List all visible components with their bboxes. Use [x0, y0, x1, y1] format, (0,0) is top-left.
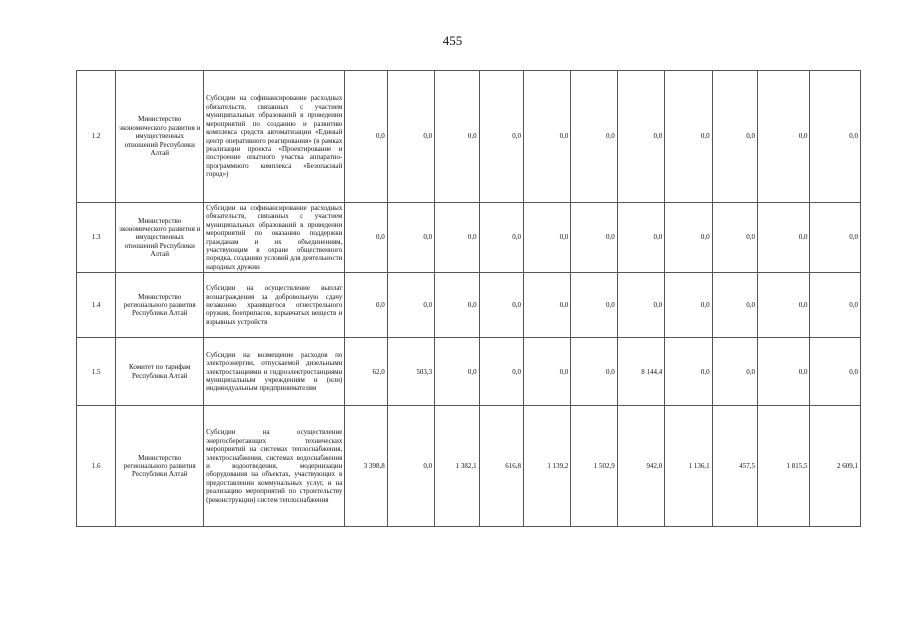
row-number: 1.2	[77, 71, 116, 203]
funding-value: 0,0	[712, 203, 757, 273]
responsible-organization: Министерство экономического развития и имущественных отношений Республики Алтай	[116, 71, 204, 203]
responsible-organization: Комитет по тарифам Республики Алтай	[116, 338, 204, 406]
funding-value: 0,0	[479, 273, 523, 338]
measure-description: Субсидии на осуществление выплат вознаграждения за добровольную сдачу незаконно хранящегося огнестрельного оружия, боеприпасов, взрывчатых веществ и взрывных устройств	[204, 273, 345, 338]
funding-value: 0,0	[571, 338, 617, 406]
funding-value: 8 144,4	[617, 338, 664, 406]
table-row	[77, 273, 861, 338]
funding-value: 0,0	[617, 71, 664, 203]
row-number: 1.6	[77, 406, 116, 527]
row-number: 1.5	[77, 338, 116, 406]
funding-value: 0,0	[758, 71, 810, 203]
funding-value: 0,0	[665, 203, 712, 273]
measure-description: Субсидии на софинансирование расходных обязательств, связанных с участием муниципальных образований в проведении мероприятий по созданию и развитию комплекса средств автоматизации «Единый центр оперативного реагирования» (в рамках реализации проекта «Проектирование и построение опытного участка аппаратно-программного комплекса «Безопасный город»)	[204, 71, 345, 203]
responsible-organization: Министерство регионального развития Республики Алтай	[116, 406, 204, 527]
funding-value: 0,0	[523, 71, 570, 203]
funding-value: 0,0	[712, 71, 757, 203]
measure-description: Субсидии на возмещение расходов по электроэнергии, отпускаемой дизельными электростанциями и гидроэлектростанциями муниципальным учреждениям и (или) индивидуальным предпринимателям	[204, 338, 345, 406]
funding-value: 503,3	[387, 338, 434, 406]
funding-value: 0,0	[523, 203, 570, 273]
table-row	[77, 203, 861, 273]
funding-value: 62,0	[345, 338, 387, 406]
responsible-organization: Министерство экономического развития и имущественных отношений Республики Алтай	[116, 203, 204, 273]
row-number: 1.3	[77, 203, 116, 273]
table-row	[77, 406, 861, 527]
funding-value: 0,0	[665, 338, 712, 406]
table-row	[77, 71, 861, 203]
funding-value: 0,0	[810, 203, 861, 273]
funding-value: 0,0	[665, 71, 712, 203]
funding-value: 0,0	[712, 338, 757, 406]
funding-value: 0,0	[345, 273, 387, 338]
funding-value: 0,0	[345, 203, 387, 273]
funding-value: 0,0	[479, 203, 523, 273]
funding-value: 0,0	[810, 338, 861, 406]
funding-value: 0,0	[810, 71, 861, 203]
funding-value: 1 815,5	[758, 406, 810, 527]
funding-value: 0,0	[758, 338, 810, 406]
funding-value: 0,0	[387, 273, 434, 338]
funding-value: 616,8	[479, 406, 523, 527]
funding-value: 0,0	[523, 273, 570, 338]
funding-value: 0,0	[435, 273, 479, 338]
funding-value: 3 398,8	[345, 406, 387, 527]
funding-value: 0,0	[387, 203, 434, 273]
funding-value: 0,0	[345, 71, 387, 203]
row-number: 1.4	[77, 273, 116, 338]
funding-value: 0,0	[665, 273, 712, 338]
funding-value: 0,0	[435, 338, 479, 406]
funding-value: 0,0	[758, 203, 810, 273]
funding-value: 0,0	[479, 338, 523, 406]
measure-description: Субсидии на осуществление энергосберегающих технических мероприятий на системах теплоснабжения, электроснабжения, системах водоснабжения и водоотведения, модернизации оборудования на объектах, участвующих в предоставлении коммунальных услуг, и на реализацию мероприятий по строительству (реконструкции) систем теплоснабжения	[204, 406, 345, 527]
funding-value: 2 609,1	[810, 406, 861, 527]
measure-description: Субсидии на софинансирование расходных обязательств, связанных с участием муниципальных образований в проведении мероприятий по оказанию поддержки гражданам и их объединениям, участвующим в охране общественного порядка, созданию условий для деятельности народных дружин	[204, 203, 345, 273]
responsible-organization: Министерство регионального развития Республики Алтай	[116, 273, 204, 338]
funding-value: 0,0	[571, 273, 617, 338]
budget-table	[76, 70, 861, 527]
funding-value: 0,0	[810, 273, 861, 338]
funding-value: 0,0	[758, 273, 810, 338]
funding-value: 942,0	[617, 406, 664, 527]
funding-value: 0,0	[387, 406, 434, 527]
funding-value: 1 502,9	[571, 406, 617, 527]
funding-value: 0,0	[435, 71, 479, 203]
funding-value: 0,0	[523, 338, 570, 406]
funding-value: 0,0	[387, 71, 434, 203]
funding-value: 1 136,1	[665, 406, 712, 527]
funding-value: 0,0	[571, 71, 617, 203]
funding-value: 1 139,2	[523, 406, 570, 527]
funding-value: 0,0	[571, 203, 617, 273]
funding-value: 0,0	[617, 203, 664, 273]
page-number: 455	[442, 33, 463, 48]
funding-value: 457,5	[712, 406, 757, 527]
funding-value: 0,0	[479, 71, 523, 203]
funding-value: 0,0	[617, 273, 664, 338]
funding-value: 1 382,1	[435, 406, 479, 527]
table-row	[77, 338, 861, 406]
funding-value: 0,0	[435, 203, 479, 273]
funding-value: 0,0	[712, 273, 757, 338]
